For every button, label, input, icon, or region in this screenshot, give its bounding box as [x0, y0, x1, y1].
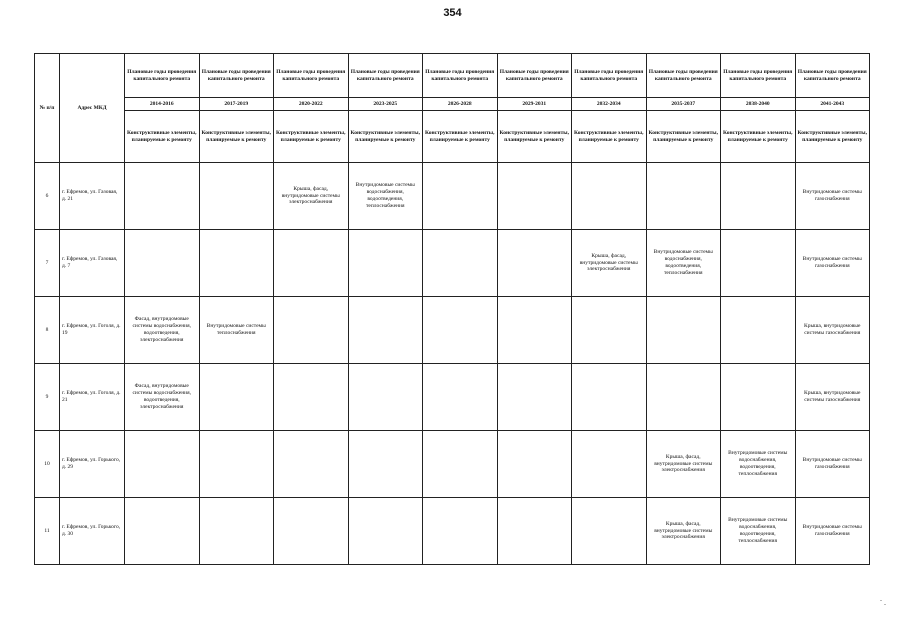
work-cell [721, 230, 796, 297]
work-cell [274, 230, 349, 297]
work-cell [199, 498, 274, 565]
work-cell [497, 230, 572, 297]
work-cell [274, 498, 349, 565]
table-row [35, 364, 870, 431]
work-cell [497, 163, 572, 230]
header-period-label: Плановые годы проведения капитального ремонта [274, 54, 349, 98]
header-elements-label: Конструктивные элементы, планируемые к ремонту [646, 111, 721, 163]
header-years: 2038-2040 [721, 98, 796, 111]
work-cell: Крыша, фасад, внутридомовые системы электроснабжения [646, 498, 721, 565]
work-cell [721, 364, 796, 431]
work-cell [274, 364, 349, 431]
work-cell: Фасад, внутридомовые системы водоснабжения, водоотведения, электроснабжения [125, 364, 200, 431]
work-cell [125, 498, 200, 565]
header-address: Адрес МКД [60, 54, 125, 163]
work-cell [572, 431, 647, 498]
header-num: № п/п [35, 54, 60, 163]
work-cell [497, 431, 572, 498]
table-row [35, 431, 870, 498]
work-cell: Крыша, фасад, внутридомовые системы электроснабжения [274, 163, 349, 230]
work-cell [125, 230, 200, 297]
header-years: 2023-2025 [348, 98, 423, 111]
header-period-label: Плановые годы проведения капитального ремонта [199, 54, 274, 98]
header-period-label: Плановые годы проведения капитального ремонта [795, 54, 870, 98]
work-cell [572, 163, 647, 230]
work-cell [572, 498, 647, 565]
row-address: г. Ефремов, ул. Горького, д. 30 [60, 498, 125, 565]
work-cell [274, 297, 349, 364]
work-cell [348, 297, 423, 364]
row-address: г. Ефремов, ул. Горького, д. 29 [60, 431, 125, 498]
table-row [35, 163, 870, 230]
work-cell: Внутридомовые системы водоснабжения, водоотведения, теплоснабжения [348, 163, 423, 230]
table-row [35, 230, 870, 297]
row-number: 8 [35, 297, 60, 364]
work-cell: Фасад, внутридомовые системы водоснабжения, водоотведения, электроснабжения [125, 297, 200, 364]
row-address: г. Ефремов, ул. Гоголя, д. 19 [60, 297, 125, 364]
header-elements-label: Конструктивные элементы, планируемые к ремонту [274, 111, 349, 163]
work-cell [497, 498, 572, 565]
scan-speck [884, 604, 886, 605]
work-cell [348, 498, 423, 565]
work-cell [348, 364, 423, 431]
work-cell [423, 297, 498, 364]
work-cell: Крыша, фасад, внутридомовые системы электроснабжения [572, 230, 647, 297]
header-elements-label: Конструктивные элементы, планируемые к ремонту [348, 111, 423, 163]
work-cell [348, 431, 423, 498]
scan-speck [880, 600, 882, 601]
work-cell [423, 230, 498, 297]
header-elements-label: Конструктивные элементы, планируемые к ремонту [423, 111, 498, 163]
header-elements-label: Конструктивные элементы, планируемые к ремонту [795, 111, 870, 163]
work-cell [497, 364, 572, 431]
work-cell [423, 364, 498, 431]
capital-repair-schedule-table [34, 53, 870, 565]
work-cell: Внутридомовые системы газоснабжения [795, 230, 870, 297]
row-address: г. Ефремов, ул. Гоголя, д. 21 [60, 364, 125, 431]
work-cell [423, 431, 498, 498]
work-cell: Внутридомовые системы водоснабжения, водоотведения, теплоснабжения [646, 230, 721, 297]
header-years: 2026-2028 [423, 98, 498, 111]
work-cell [721, 163, 796, 230]
header-years: 2020-2022 [274, 98, 349, 111]
header-period-label: Плановые годы проведения капитального ремонта [423, 54, 498, 98]
work-cell [497, 297, 572, 364]
work-cell: Внутридомовые системы теплоснабжения [199, 297, 274, 364]
work-cell [125, 431, 200, 498]
header-years: 2032-2034 [572, 98, 647, 111]
work-cell: Внутридомовые системы газоснабжения [795, 498, 870, 565]
row-address: г. Ефремов, ул. Газовая, д. 7 [60, 230, 125, 297]
work-cell [199, 431, 274, 498]
work-cell: Крыша, внутридомовые системы газоснабжения [795, 297, 870, 364]
header-years: 2041-2043 [795, 98, 870, 111]
work-cell [423, 498, 498, 565]
header-years: 2017-2019 [199, 98, 274, 111]
work-cell: Внутридомовые системы газоснабжения [795, 431, 870, 498]
work-cell: Внутридомовые системы газоснабжения [795, 163, 870, 230]
header-period-label: Плановые годы проведения капитального ремонта [572, 54, 647, 98]
header-elements-label: Конструктивные элементы, планируемые к ремонту [497, 111, 572, 163]
work-cell [646, 364, 721, 431]
header-years: 2029-2031 [497, 98, 572, 111]
header-elements-label: Конструктивные элементы, планируемые к ремонту [199, 111, 274, 163]
work-cell: Внутридомовые системы водоснабжения, водоотведения, теплоснабжения [721, 498, 796, 565]
table-row [35, 498, 870, 565]
page-number: 354 [443, 7, 462, 19]
work-cell [572, 297, 647, 364]
row-number: 9 [35, 364, 60, 431]
header-elements-label: Конструктивные элементы, планируемые к ремонту [721, 111, 796, 163]
work-cell [348, 230, 423, 297]
work-cell [199, 230, 274, 297]
row-address: г. Ефремов, ул. Газовая, д. 21 [60, 163, 125, 230]
header-elements-label: Конструктивные элементы, планируемые к ремонту [125, 111, 200, 163]
work-cell [125, 163, 200, 230]
header-period-label: Плановые годы проведения капитального ремонта [721, 54, 796, 98]
header-years: 2014-2016 [125, 98, 200, 111]
header-period-label: Плановые годы проведения капитального ремонта [497, 54, 572, 98]
work-cell [646, 163, 721, 230]
header-elements-label: Конструктивные элементы, планируемые к ремонту [572, 111, 647, 163]
work-cell [423, 163, 498, 230]
work-cell [274, 431, 349, 498]
header-period-label: Плановые годы проведения капитального ремонта [646, 54, 721, 98]
work-cell: Крыша, внутридомовые системы газоснабжения [795, 364, 870, 431]
header-years: 2035-2037 [646, 98, 721, 111]
header-period-label: Плановые годы проведения капитального ремонта [125, 54, 200, 98]
row-number: 6 [35, 163, 60, 230]
work-cell [572, 364, 647, 431]
work-cell [199, 163, 274, 230]
work-cell [199, 364, 274, 431]
work-cell [646, 297, 721, 364]
row-number: 10 [35, 431, 60, 498]
work-cell [721, 297, 796, 364]
work-cell: Внутридомовые системы водоснабжения, водоотведения, теплоснабжения [721, 431, 796, 498]
row-number: 7 [35, 230, 60, 297]
work-cell: Крыша, фасад, внутридомовые системы электроснабжения [646, 431, 721, 498]
header-period-label: Плановые годы проведения капитального ремонта [348, 54, 423, 98]
table-row [35, 297, 870, 364]
row-number: 11 [35, 498, 60, 565]
